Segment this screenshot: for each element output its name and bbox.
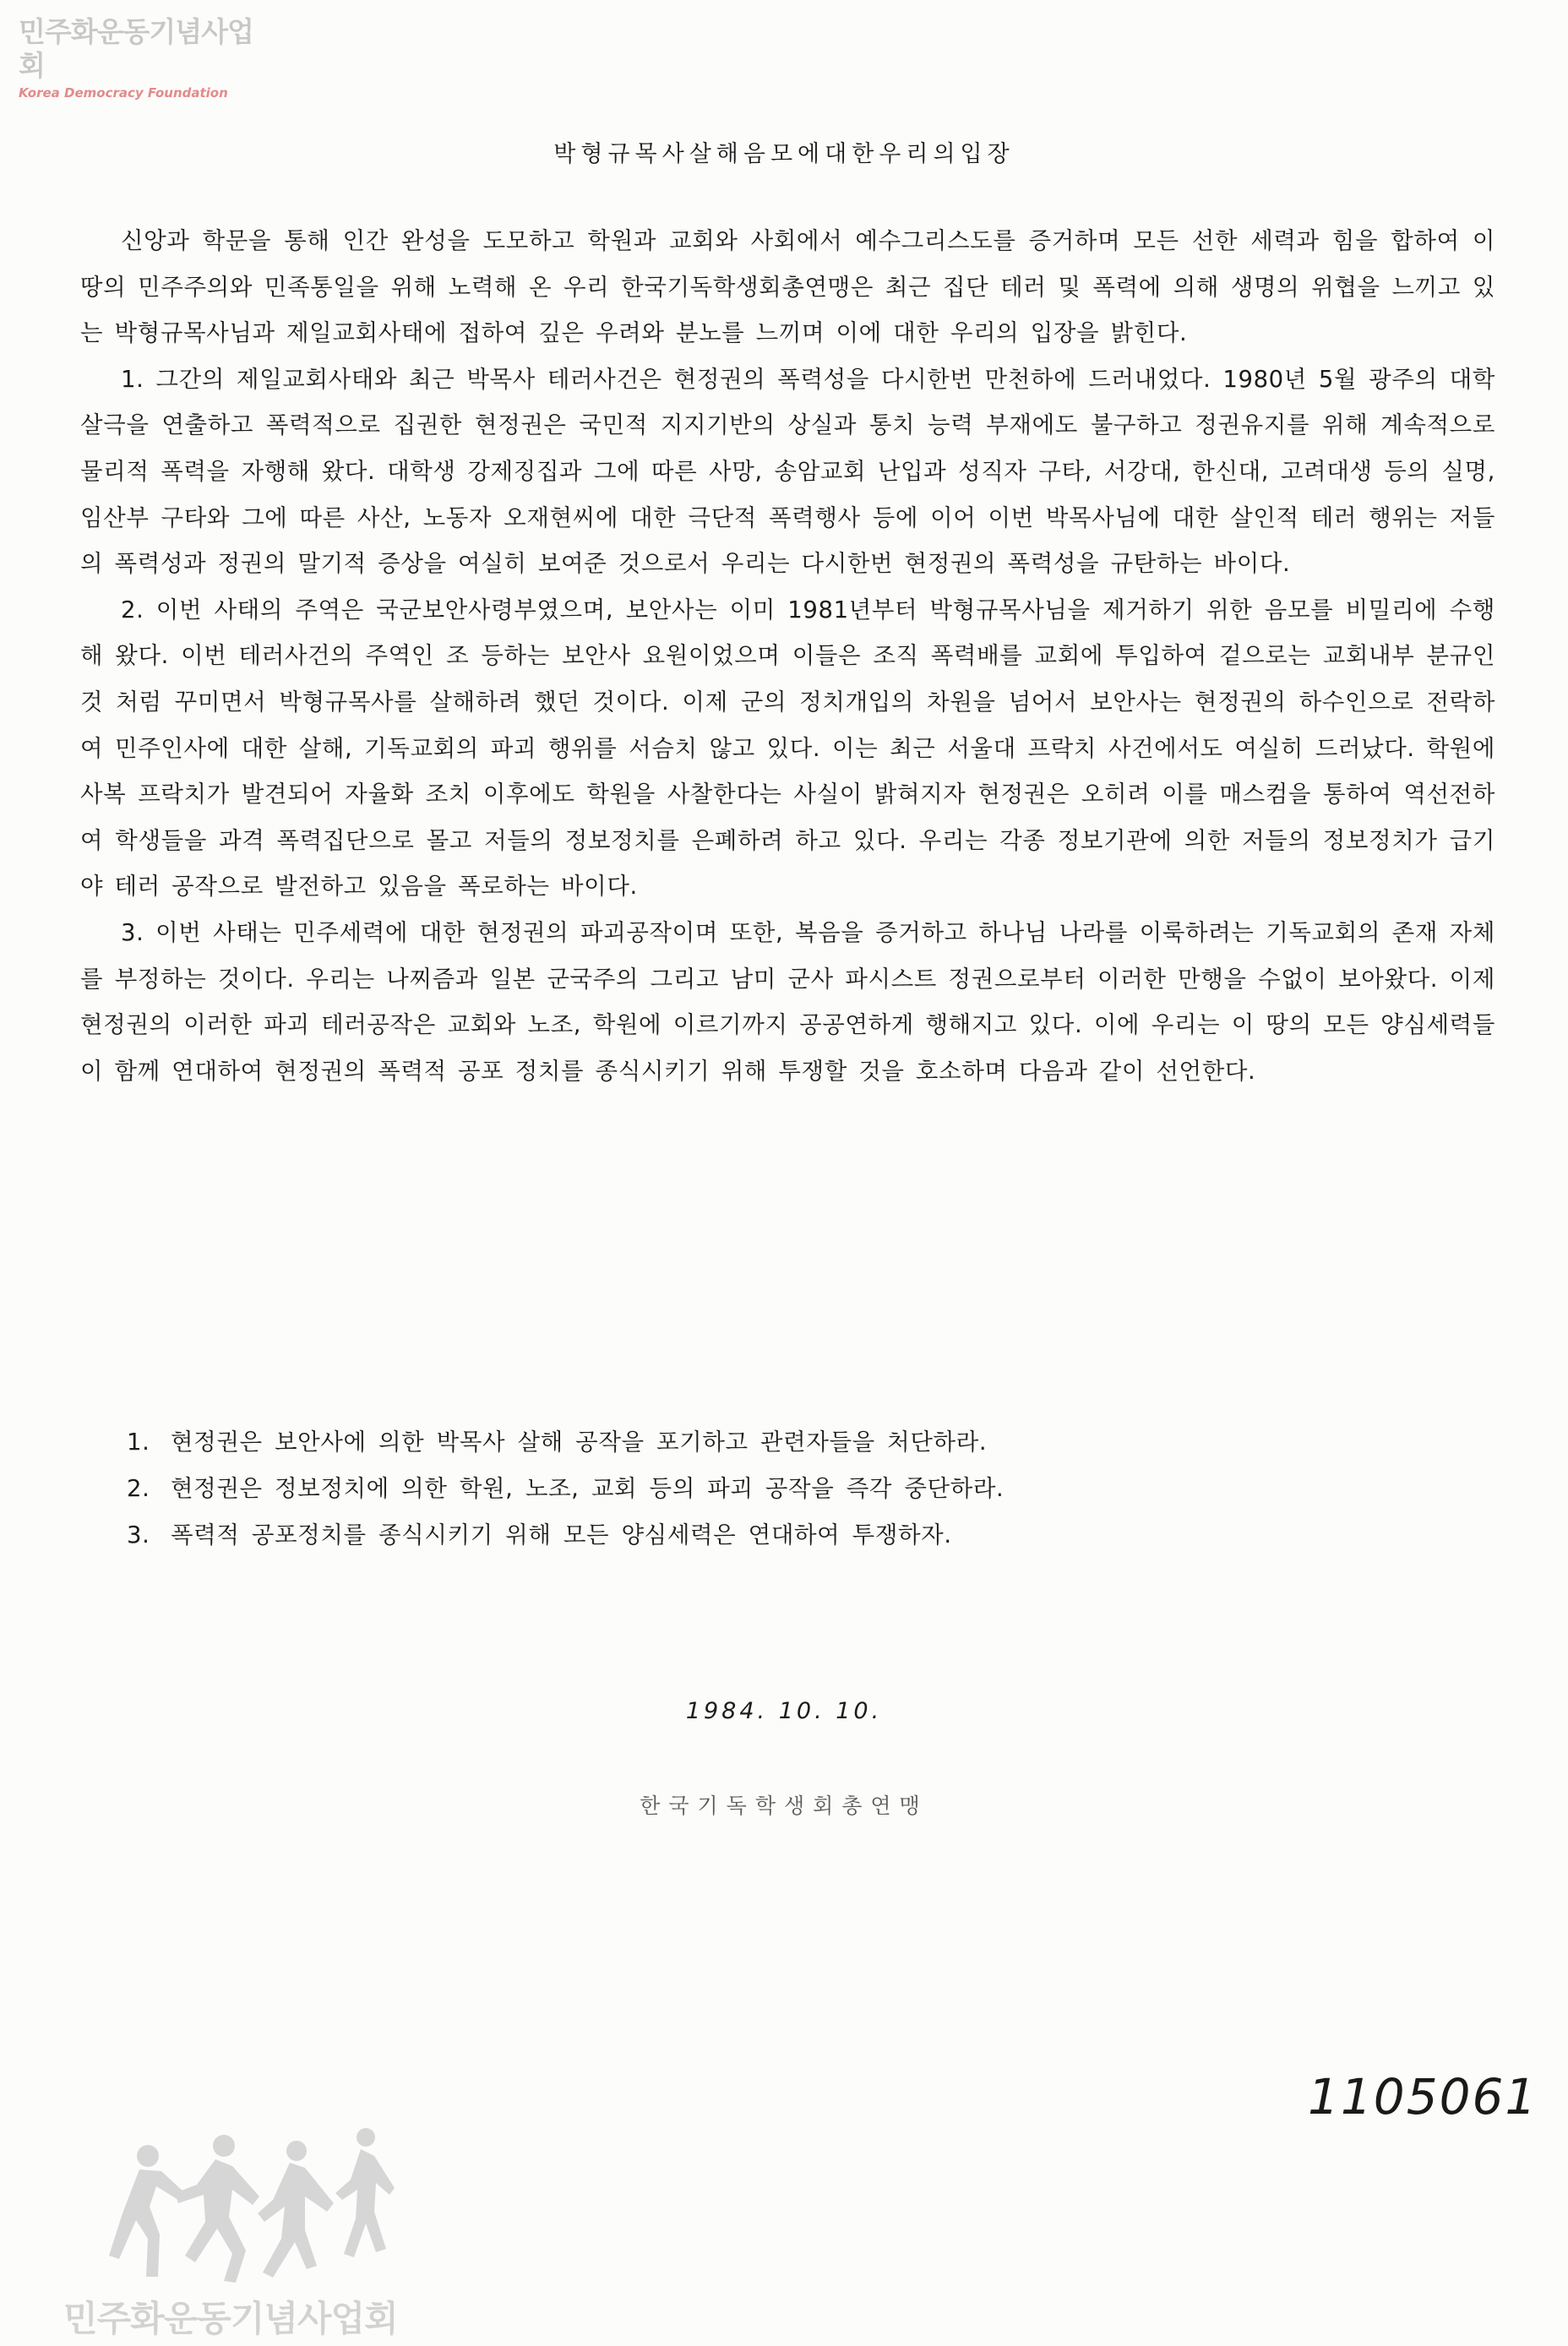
running-figures-icon	[97, 2112, 401, 2289]
document-date: 1984. 10. 10.	[685, 1698, 883, 1724]
section-2-paragraph: 2. 이번 사태의 주역은 국군보안사령부였으며, 보안사는 이미 1981년부터 박형규목사님을 제거하기 위한 음모를 비밀리에 수행해 왔다. 이번 테러사건의 주역인 조 등하는 보안사 요원이었으며 이들은 조직 폭력배를 교회에 투입하여 겉으로는 교회내부 분규인것 처럼 꾸미면서 박형규목사를 살해하려 했던 것이다. 이제 군의 정치개입의 차원을 넘어서 보안사는 현정권의 하수인으로 전락하여 민주인사에 대한 살해, 기독교회의 파괴 행위를 서슴치 않고 있다. 이는 최근 서울대 프락치 사건에서도 여실히 드러났다. 학원에 사복 프락치가 발견되어 자율화 조치 이후에도 학원을 사찰한다는 사실이 밝혀지자 현정권은 오히려 이를 매스컴을 통하여 역선전하여 학생들을 과격 폭력집단으로 몰고 저들의 정보정치를 은폐하려 하고 있다. 우리는 각종 정보기관에 의한 저들의 정보정치가 급기야 테러 공작으로 발전하고 있음을 폭로하는 바이다.	[80, 596, 1496, 901]
demand-text: 폭력적 공포정치를 종식시키기 위해 모든 양심세력은 연대하여 투쟁하자.	[171, 1521, 952, 1549]
demand-number: 1.	[127, 1429, 150, 1456]
demands-list	[127, 1419, 1478, 1559]
demand-text: 현정권은 정보정치에 의한 학원, 노조, 교회 등의 파괴 공작을 즉각 중단하라.	[171, 1475, 1004, 1502]
demand-number: 3.	[127, 1521, 150, 1549]
section-1-paragraph: 1. 그간의 제일교회사태와 최근 박목사 테러사건은 현정권의 폭력성을 다시한번 만천하에 드러내었다. 1980년 5월 광주의 대학살극을 연출하고 폭력적으로 집권한 현정권은 국민적 지지기반의 상실과 통치 능력 부재에도 불구하고 정권유지를 위해 계속적으로 물리적 폭력을 자행해 왔다. 대학생 강제징집과 그에 따른 사망, 송암교회 난입과 성직자 구타, 서강대, 한신대, 고려대생 등의 실명, 임산부 구타와 그에 따른 사산, 노동자 오재현씨에 대한 극단적 폭력행사 등에 이어 이번 박목사님에 대한 살인적 테러 행위는 저들의 폭력성과 정권의 말기적 증상을 여실히 보여준 것으로서 우리는 다시한번 현정권의 폭력성을 규탄하는 바이다.	[80, 365, 1495, 578]
document-title: 박형규목사살해음모에대한우리의입장	[553, 141, 1015, 167]
foundation-watermark-text: 민주화운동기념사업회	[63, 2298, 398, 2339]
section-3-paragraph: 3. 이번 사태는 민주세력에 대한 현정권의 파괴공작이며 또한, 복음을 증거하고 하나님 나라를 이룩하려는 기독교회의 존재 자체를 부정하는 것이다. 우리는 나찌즘과 일본 군국주의 그리고 남미 군사 파시스트 정권으로부터 이러한 만행을 수없이 보아왔다. 이제 현정권의 이러한 파괴 테러공작은 교회와 노조, 학원에 이르기까지 공공연하게 행해지고 있다. 이에 우리는 이 땅의 모든 양심세력들이 함께 연대하여 현정권의 폭력적 공포 정치를 종식시키기 위해 투쟁할 것을 호소하며 다음과 같이 선언한다.	[80, 918, 1495, 1085]
intro-paragraph: 신앙과 학문을 통해 인간 완성을 도모하고 학원과 교회와 사회에서 예수그리스도를 증거하며 모든 선한 세력과 힘을 합하여 이 땅의 민주주의와 민족통일을 위해 노력해 온 우리 한국기독학생회총연맹은 최근 집단 테러 및 폭력에 의해 생명의 위협을 느끼고 있는 박형규목사님과 제일교회사태에 접하여 깊은 우려와 분노를 느끼며 이에 대한 우리의 입장을 밝힌다.	[80, 227, 1495, 347]
demand-item	[127, 1419, 1478, 1466]
archive-number: 1105061	[1308, 2068, 1538, 2126]
issuing-organization: 한국기독학생회총연맹	[640, 1794, 928, 1818]
demand-text: 현정권은 보안사에 의한 박목사 살해 공작을 포기하고 관련자들을 처단하라.	[171, 1429, 988, 1456]
demand-number: 2.	[127, 1475, 150, 1502]
foundation-logo-korean: 민주화운동기념사업회	[19, 15, 253, 82]
demand-item	[127, 1466, 1478, 1512]
foundation-watermark	[63, 2112, 418, 2339]
demand-item	[127, 1512, 1478, 1559]
foundation-logo-english: Korea Democracy Foundation	[19, 85, 228, 101]
foundation-logo	[19, 15, 272, 101]
document-body	[80, 218, 1495, 1094]
